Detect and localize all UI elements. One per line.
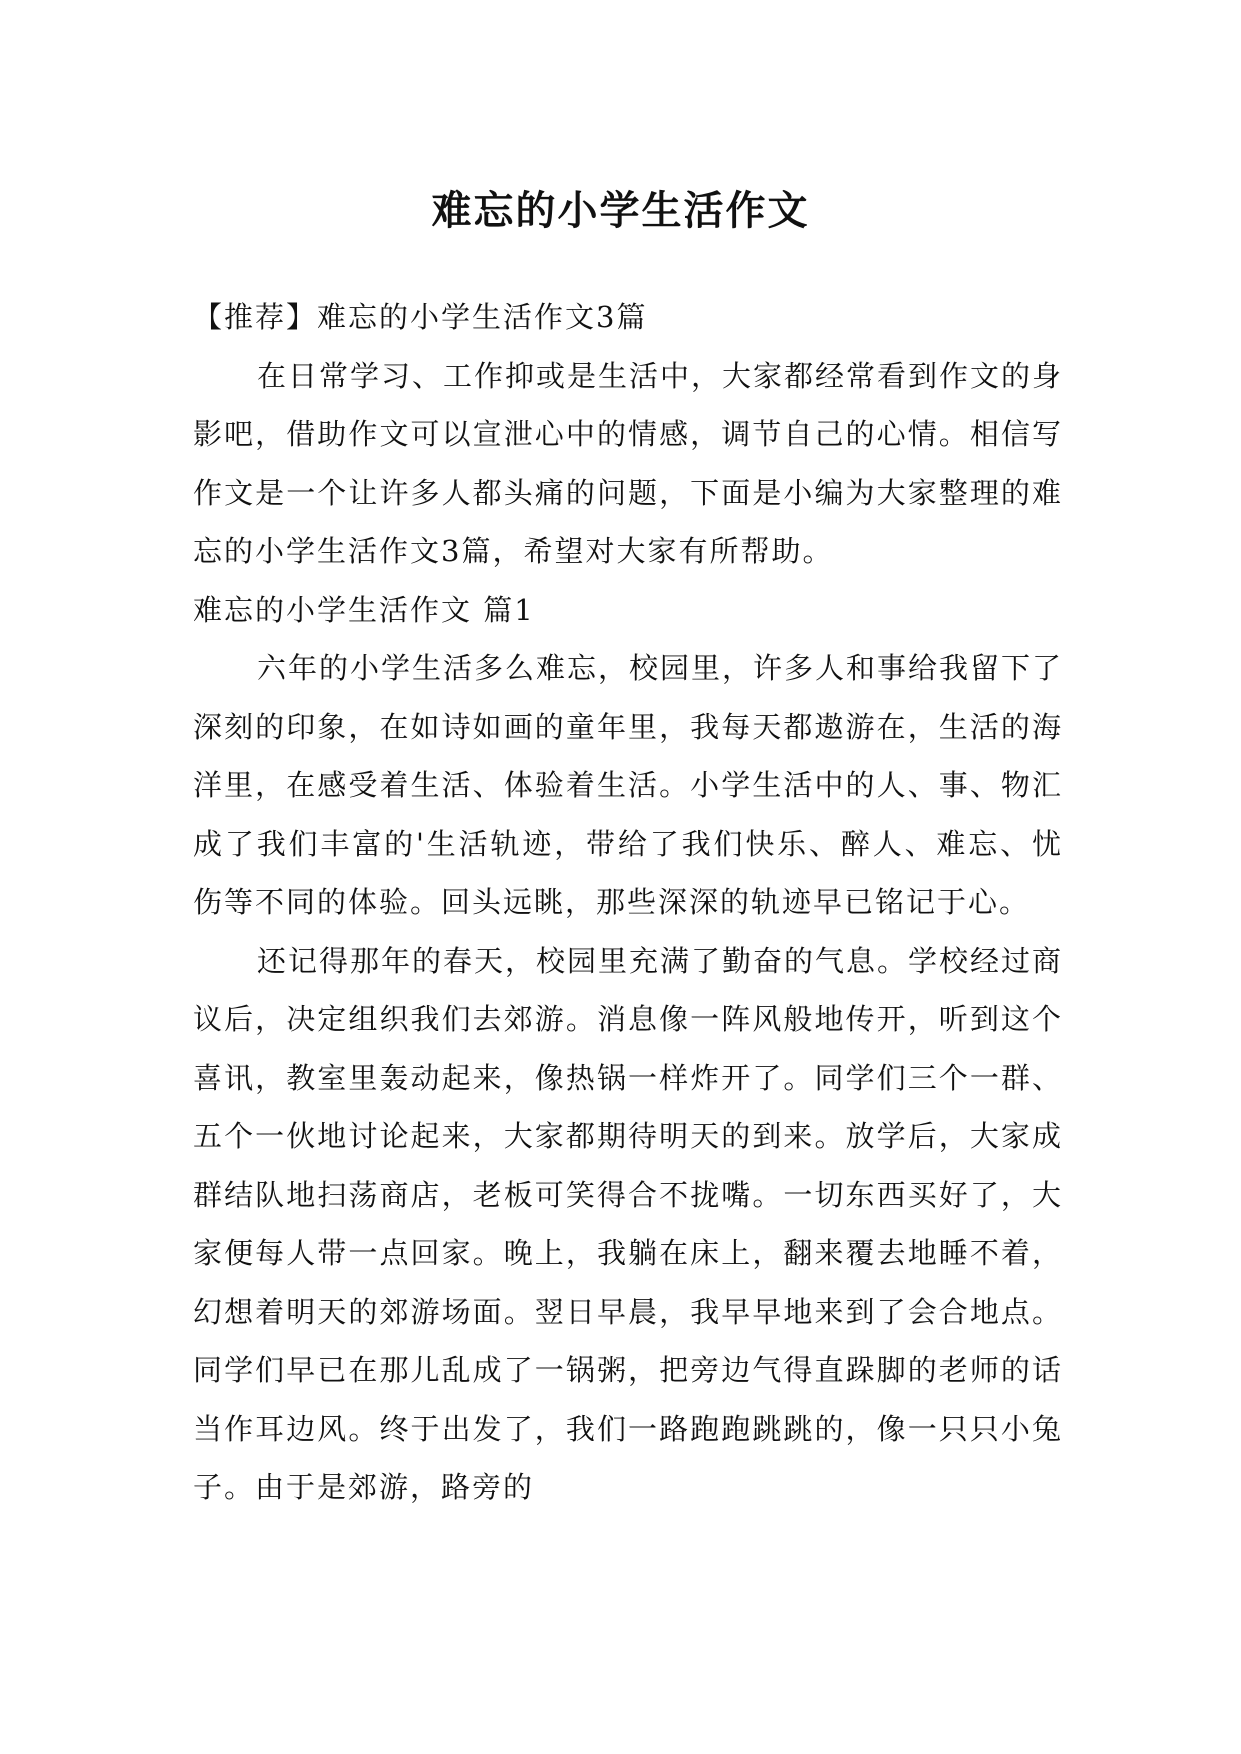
section-heading: 难忘的小学生活作文 篇1 <box>193 592 535 627</box>
body-paragraph: 还记得那年的春天，校园里充满了勤奋的气息。学校经过商议后，决定组织我们去郊游。消息像一阵风般地传开，听到这个喜讯，教室里轰动起来，像热锅一样炸开了。同学们三个一群、五个一伙地讨论起来，大家都期待明天的到来。放学后，大家成群结队地扫荡商店，老板可笑得合不拢嘴。一切东西买好了，大家便每人带一点回家。晚上，我躺在床上，翻来覆去地睡不着，幻想着明天的郊游场面。翌日早晨，我早早地来到了会合地点。同学们早已在那儿乱成了一锅粥，把旁边气得直跺脚的老师的话当作耳边风。终于出发了，我们一路跑跑跳跳的，像一只只小兔子。由于是郊游，路旁的 <box>193 943 1064 1504</box>
body-paragraph: 六年的小学生活多么难忘，校园里，许多人和事给我留下了深刻的印象，在如诗如画的童年里，我每天都遨游在，生活的海洋里，在感受着生活、体验着生活。小学生活中的人、事、物汇成了我们丰富的'生活轨迹，带给了我们快乐、醉人、难忘、忧伤等不同的体验。回头远眺，那些深深的轨迹早已铭记于心。 <box>193 651 1064 919</box>
document-title: 难忘的小学生活作文 <box>431 186 810 234</box>
intro-paragraph: 在日常学习、工作抑或是生活中，大家都经常看到作文的身影吧，借助作文可以宣泄心中的情感，调节自己的心情。相信写作文是一个让许多人都头痛的问题，下面是小编为大家整理的难忘的小学生活作文3篇，希望对大家有所帮助。 <box>193 358 1064 568</box>
intro-heading: 【推荐】难忘的小学生活作文3篇 <box>193 300 648 334</box>
document-body <box>193 288 1063 1517</box>
